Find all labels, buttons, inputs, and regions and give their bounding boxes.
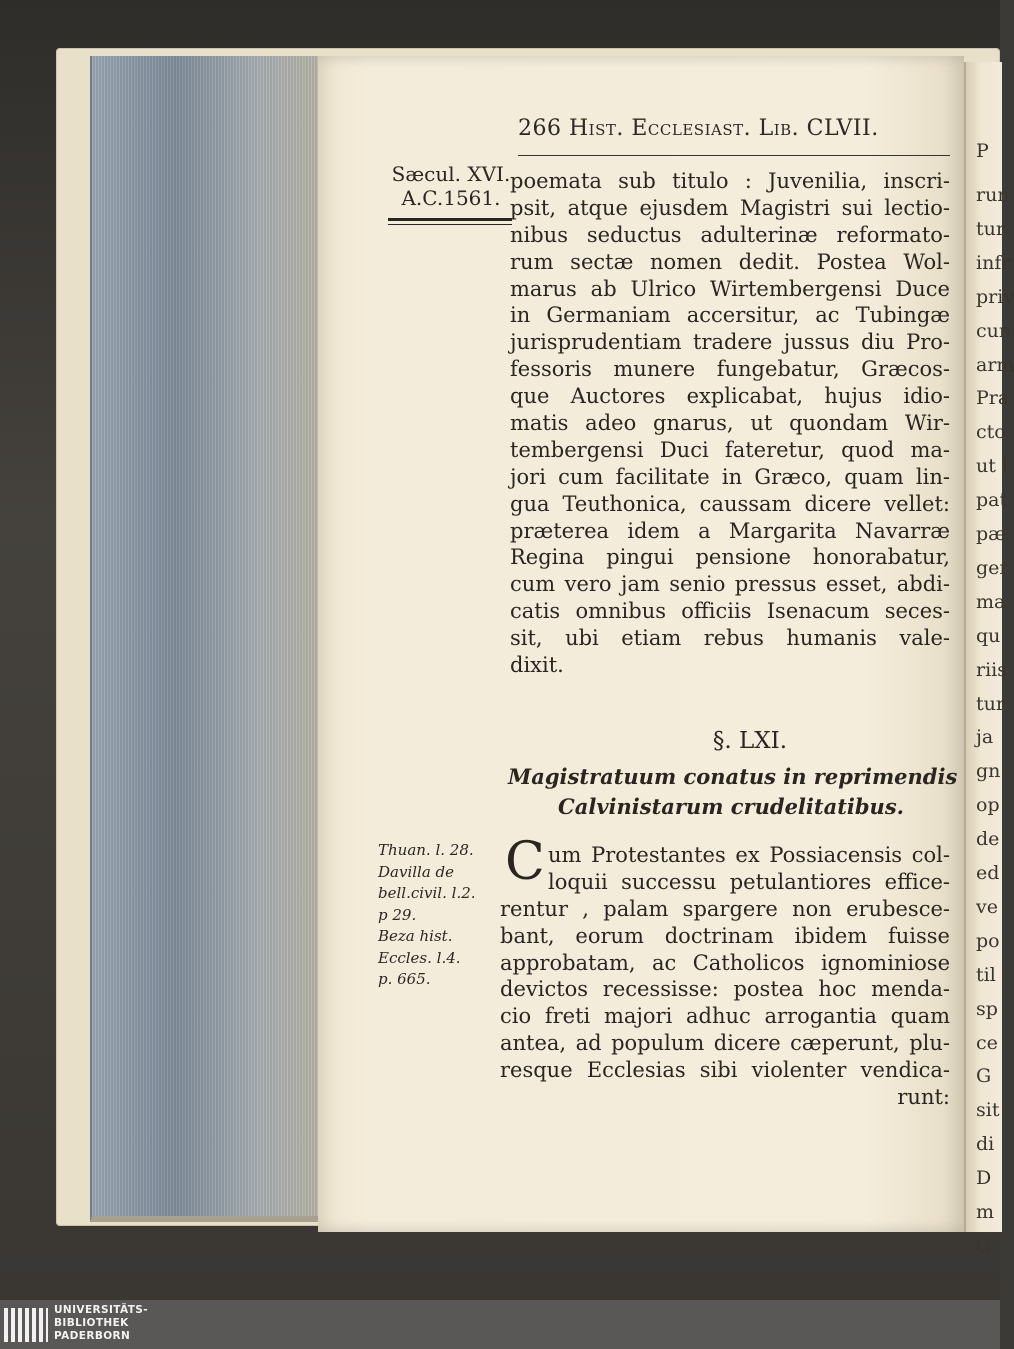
next-page-text: P	[976, 140, 989, 162]
running-head: 266 Hist. Ecclesiast. Lib. CLVII.	[518, 116, 879, 141]
next-page-text: tur	[976, 217, 1005, 240]
next-page-text: m	[976, 1201, 995, 1223]
next-page-text: arm	[976, 353, 1014, 376]
body-text-section	[500, 842, 950, 1111]
era-century: Sæcul. XVI.	[391, 162, 511, 186]
margin-rule-thin	[388, 224, 512, 225]
library-logo-icon	[4, 1308, 48, 1342]
text-line: præterea idem a Margarita Navarræ	[510, 518, 950, 543]
text-line: catis omnibus officiis Isenacum seces-	[510, 599, 950, 624]
next-page-text: di	[976, 1133, 995, 1156]
next-page-text: sp	[976, 997, 998, 1020]
next-page-fragment	[964, 62, 1014, 1257]
section-title	[508, 762, 958, 822]
text-line: cum vero jam senio pressus esset, abdi-	[510, 572, 950, 597]
next-page-text: op	[976, 794, 1000, 817]
drop-cap: C	[505, 832, 545, 892]
library-logo-text	[54, 1304, 148, 1343]
next-page-text: sit	[976, 1099, 1000, 1122]
next-page-text: pæ	[976, 523, 1007, 545]
next-page-text: ut l	[976, 455, 1008, 478]
footer-bar	[0, 1300, 1000, 1349]
text-line: antea, ad populum dicere cæperunt, plu-	[500, 1031, 950, 1056]
logo-line: UNIVERSITÄTS-	[54, 1304, 149, 1316]
next-page-text: qu	[976, 624, 1001, 647]
text-line: jurisprudentiam tradere jussus diu Pro-	[510, 330, 950, 355]
margin-reference: Beza hist.	[378, 927, 453, 945]
next-page-text: gn	[976, 760, 1001, 783]
text-line: que Auctores explicabat, hujus idio-	[510, 384, 950, 409]
margin-reference: bell.civil. l.2.	[378, 884, 476, 902]
text-line: psit, atque ejusdem Magistri sui lectio-	[510, 195, 950, 220]
text-line: cio freti majori adhuc arrogantia quam	[500, 1004, 950, 1029]
text-line: rum sectæ nomen dedit. Postea Wol-	[510, 249, 950, 274]
text-line: Regina pingui pensione honorabatur,	[510, 545, 950, 570]
text-line: matis adeo gnarus, ut quondam Wir-	[510, 411, 950, 436]
text-line: jori cum facilitate in Græco, quam lin-	[510, 464, 950, 489]
next-page-text: ma	[976, 590, 1006, 613]
next-page-text: ed	[976, 862, 1000, 884]
text-line: resque Ecclesias sibi violenter vendica-	[500, 1058, 950, 1083]
body-text	[510, 168, 950, 679]
next-page-text: til	[976, 963, 996, 986]
next-page-text: Pra	[976, 387, 1010, 410]
next-page-text: priv	[976, 285, 1014, 308]
next-page-text: riis	[976, 658, 1007, 681]
section-number: §. LXI.	[712, 728, 788, 754]
section-title-line: Calvinistarum crudelitatibus.	[558, 794, 904, 819]
text-line: devictos recessisse: postea hoc menda-	[500, 977, 950, 1002]
next-page-text: ja	[976, 726, 994, 749]
text-line: poemata sub titulo : Juvenilia, inscri-	[510, 169, 950, 193]
next-page-text: ve	[976, 895, 998, 918]
next-page-text: pat	[976, 489, 1008, 512]
section-title-line: Magistratuum conatus in reprimendis	[508, 764, 958, 789]
margin-reference: Eccles. l.4.	[378, 948, 461, 967]
next-page-text: G	[976, 1065, 992, 1088]
margin-reference: Thuan. l. 28.	[378, 841, 474, 859]
text-line: gua Teuthonica, caussam dicere vellet:	[510, 491, 950, 516]
next-page-text: D	[976, 1167, 992, 1190]
text-line: nibus seductus adulterinæ reformato-	[510, 222, 950, 247]
text-line: tembergensi Duci fateretur, quod ma-	[510, 437, 950, 462]
head-rule	[518, 155, 950, 156]
text-line: marus ab Ulrico Wirtembergensi Duce	[510, 276, 950, 301]
next-page-text: run	[976, 184, 1010, 206]
margin-reference: p. 665.	[378, 970, 431, 988]
text-line: um Protestantes ex Possiacensis col-	[548, 843, 950, 867]
margin-reference: p 29.	[378, 905, 417, 924]
page-edges	[90, 56, 328, 1222]
next-page-text: ce	[976, 1031, 998, 1054]
next-page-text: tur	[976, 692, 1005, 715]
margin-rules	[388, 218, 512, 228]
next-page-text: G	[976, 1234, 992, 1257]
margin-rule	[388, 218, 512, 221]
next-page-text: po	[976, 929, 1000, 952]
logo-line: PADERBORN	[54, 1330, 131, 1342]
margin-era-note	[386, 162, 516, 210]
text-line: sit, ubi etiam rebus humanis vale-	[510, 626, 950, 651]
next-page-text: cun	[976, 319, 1012, 342]
text-line: loquii successu petulantiores effice-	[548, 869, 950, 894]
next-page-text: ger	[976, 556, 1009, 579]
text-line: approbatam, ac Catholicos ignominiose	[500, 950, 950, 975]
logo-line: BIBLIOTHEK	[54, 1317, 129, 1329]
text-line: fessoris munere fungebatur, Græcos-	[510, 357, 950, 382]
text-line: rentur , palam spargere non erubesce-	[500, 896, 950, 921]
text-line: in Germaniam accersitur, ac Tubingæ	[510, 303, 950, 328]
next-page-text: infr	[976, 251, 1011, 274]
margin-references	[378, 840, 510, 991]
next-page-text: de	[976, 828, 1000, 851]
next-page-text: cto	[976, 421, 1006, 444]
margin-reference: Davilla de	[378, 862, 455, 881]
text-line: bant, eorum doctrinam ibidem fuisse	[500, 923, 950, 948]
text-line: runt:	[897, 1085, 950, 1110]
text-line: dixit.	[510, 653, 564, 678]
era-year: A.C.1561.	[401, 186, 501, 210]
